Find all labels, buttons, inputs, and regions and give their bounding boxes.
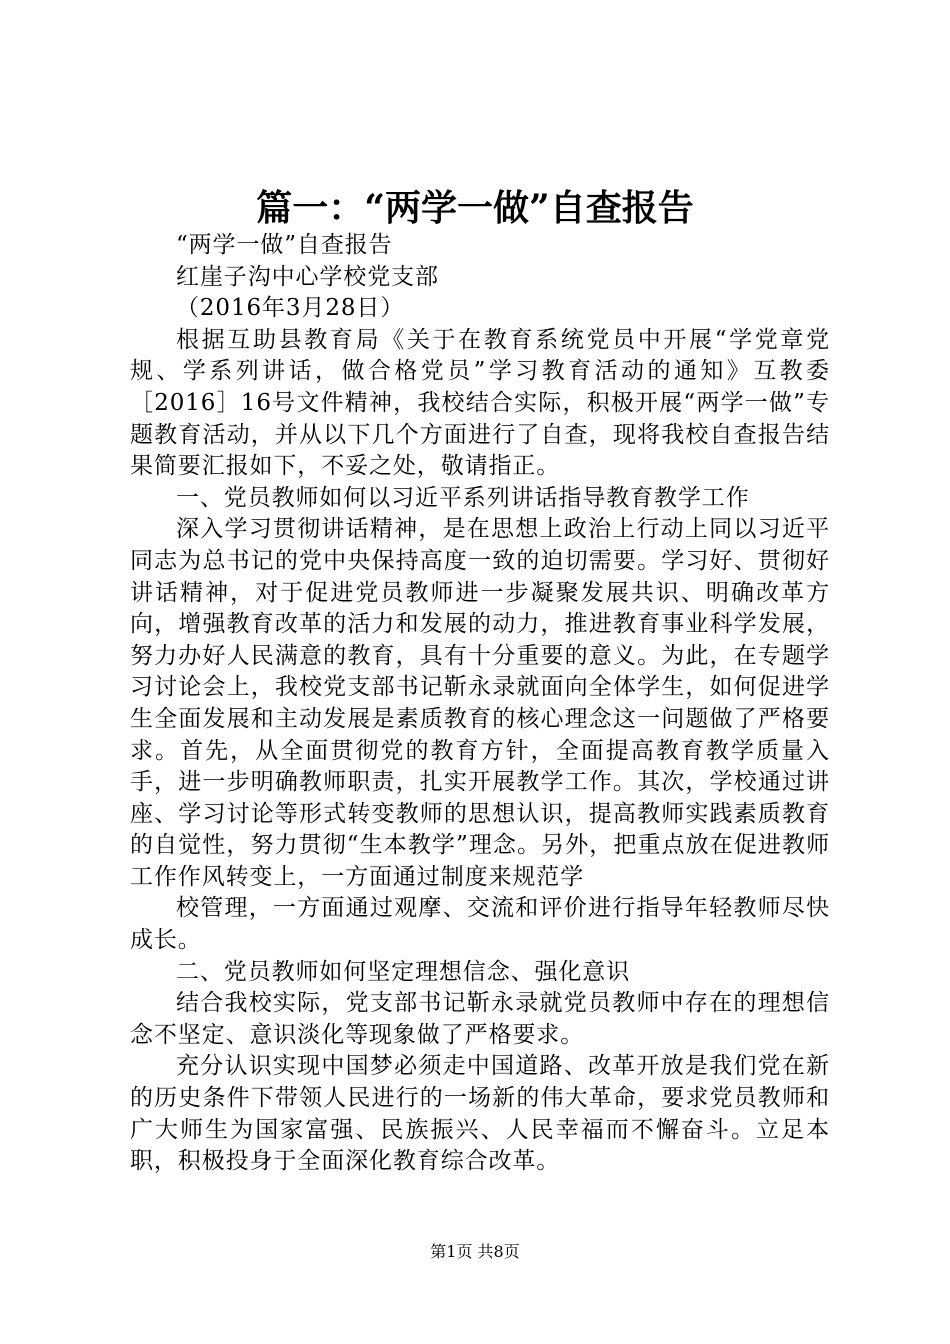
paragraph-intro: 根据互助县教育局《关于在教育系统党员中开展“学党章党规、学系列讲话，做合格党员”学习教育活动的通知》互教委［2016］16号文件精神，我校结合实际，积极开展“两学一做”专题教育活动，并从以下几个方面进行了自查，现将我校自查报告结果简要汇报如下，不妥之处，敬请指正。 (130, 326, 830, 480)
paragraph-date: （2016年3月28日） (176, 295, 405, 322)
document-body (130, 230, 830, 1178)
paragraph-section-1: 深入学习贯彻讲话精神，是在思想上政治上行动上同以习近平同志为总书记的党中央保持高度一致的迫切需要。学习好、贯彻好讲话精神，对于促进党员教师进一步凝聚发展共识、明确改革方向，增强教育改革的活力和发展的动力，推进教育事业科学发展，努力办好人民满意的教育，具有十分重要的意义。为此，在专题学习讨论会上，我校党支部书记靳永录就面向全体学生，如何促进学生全面发展和主动发展是素质教育的核心理念这一问题做了严格要求。首先，从全面贯彻党的教育方针，全面提高教育教学质量入手，进一步明确教师职责，扎实开展教学工作。其次，学校通过讲座、学习讨论等形式转变教师的思想认识，提高教师实践素质教育的自觉性，努力贯彻“生本教学”理念。另外，把重点放在促进教师工作作风转变上，一方面通过制度来规范学 (130, 516, 830, 890)
document-title: 篇一：“两学一做”自查报告 (256, 187, 694, 229)
paragraph-subtitle: “两学一做”自查报告 (176, 232, 393, 258)
page-footer: 第1页 共8页 (430, 1242, 520, 1261)
section-heading-2: 二、党员教师如何坚定理想信念、强化意识 (176, 958, 631, 985)
paragraph-section-1-continued: 校管理，一方面通过观摩、交流和评价进行指导年轻教师尽快成长。 (130, 895, 830, 954)
paragraph-section-2-b: 充分认识实现中国梦必须走中国道路、改革开放是我们党在新的历史条件下带领人民进行的一场新的伟大革命，要求党员教师和广大师生为国家富强、民族振兴、人民幸福而不懈奋斗。立足本职，积极投身于全面深化教育综合改革。 (130, 1053, 830, 1175)
section-heading-1: 一、党员教师如何以习近平系列讲话指导教育教学工作 (176, 484, 750, 511)
paragraph-section-2: 结合我校实际，党支部书记靳永录就党员教师中存在的理想信念不坚定、意识淡化等现象做了严格要求。 (130, 990, 830, 1048)
paragraph-organization: 红崖子沟中心学校党支部 (176, 263, 439, 290)
